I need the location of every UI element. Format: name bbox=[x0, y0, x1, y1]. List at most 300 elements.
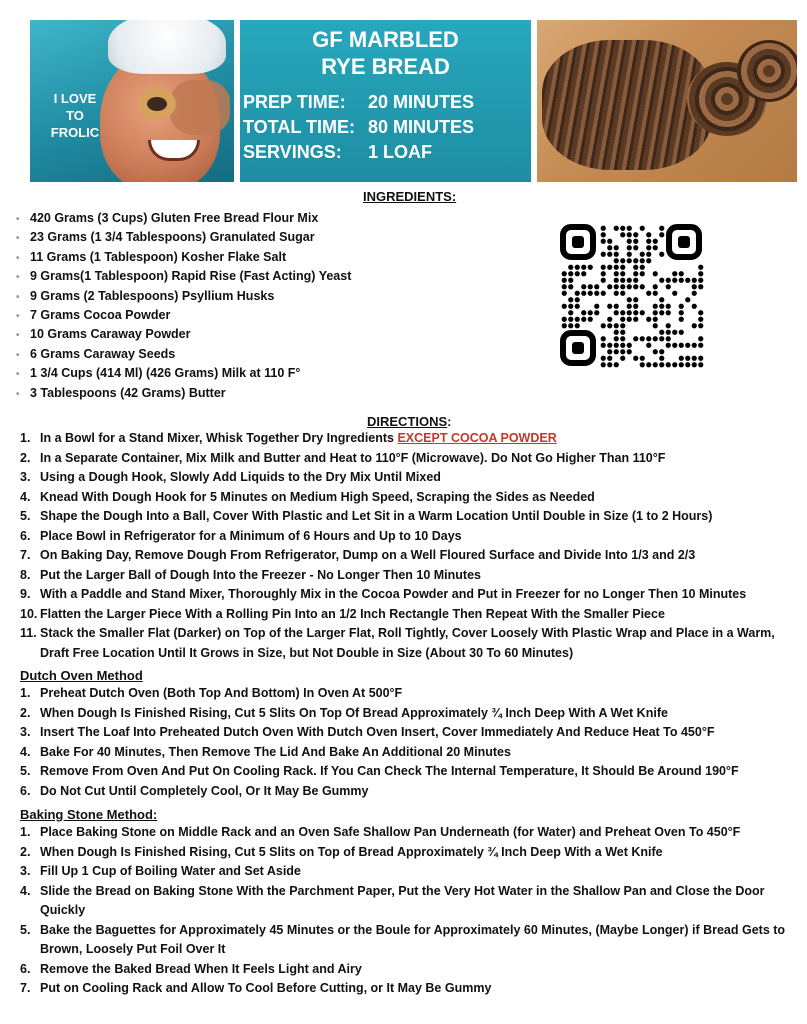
qr-module bbox=[653, 239, 658, 244]
qr-module bbox=[581, 310, 586, 315]
qr-module bbox=[633, 232, 638, 237]
qr-module bbox=[601, 323, 606, 328]
qr-module bbox=[627, 278, 632, 283]
direction-step bbox=[20, 468, 795, 488]
qr-module bbox=[620, 317, 625, 322]
baking-stone-step bbox=[20, 960, 800, 980]
qr-module bbox=[614, 245, 619, 250]
qr-module bbox=[562, 323, 567, 328]
qr-module bbox=[601, 252, 606, 257]
step-number: 7. bbox=[20, 548, 31, 562]
step-text: Remove From Oven And Put On Cooling Rack. If You Can Check The Internal Temperature, It Should Be Around 190°F bbox=[40, 764, 739, 778]
step-number: 9. bbox=[20, 587, 31, 601]
qr-module bbox=[640, 284, 645, 289]
step-number: 2. bbox=[20, 450, 31, 465]
step-number: 6. bbox=[20, 528, 31, 543]
qr-module bbox=[562, 304, 567, 309]
dutch-oven-step bbox=[20, 762, 795, 782]
qr-module bbox=[627, 239, 632, 244]
ingredient-text: 3 Tablespoons (42 Grams) Butter bbox=[30, 385, 226, 400]
step-number: 6. bbox=[20, 961, 31, 976]
bread-slice bbox=[737, 40, 797, 102]
step-number: 6. bbox=[20, 783, 31, 798]
bullet-icon: • bbox=[16, 272, 20, 284]
qr-module bbox=[640, 252, 645, 257]
step-text: Bake For 40 Minutes, Then Remove The Lid And Bake An Additional 20 Minutes bbox=[40, 744, 511, 759]
qr-module bbox=[614, 291, 619, 296]
total-time-value: 80 MINUTES bbox=[368, 117, 475, 137]
step-text: Place Bowl in Refrigerator for a Minimum of 6 Hours and Up to 10 Days bbox=[40, 528, 462, 543]
bullet-icon: • bbox=[16, 349, 20, 361]
bullet-icon: • bbox=[16, 388, 20, 400]
ingredient-text: 7 Grams Cocoa Powder bbox=[30, 307, 171, 322]
qr-module bbox=[562, 284, 567, 289]
qr-module bbox=[620, 330, 625, 335]
qr-module bbox=[581, 271, 586, 276]
qr-module bbox=[633, 297, 638, 302]
qr-module bbox=[620, 310, 625, 315]
qr-module bbox=[698, 336, 703, 341]
ingredient-item bbox=[16, 364, 351, 383]
dutch-oven-step bbox=[20, 684, 795, 704]
step-number: 1. bbox=[20, 686, 31, 700]
recipe-title-line2: RYE BREAD bbox=[321, 54, 450, 79]
step-text: Slide the Bread on Baking Stone With the Parchment Paper, Put the Very Hot Water in the Shallow Pan and Close the Door Quickly bbox=[40, 883, 765, 917]
direction-step bbox=[20, 585, 795, 605]
qr-module bbox=[620, 284, 625, 289]
bullet-icon: • bbox=[16, 214, 20, 225]
chef-caption-line: I LOVE bbox=[53, 91, 97, 106]
qr-module bbox=[601, 278, 606, 283]
step-number: 7. bbox=[20, 981, 31, 995]
qr-module bbox=[653, 349, 658, 354]
qr-module bbox=[562, 278, 567, 283]
qr-module bbox=[601, 336, 606, 341]
qr-module bbox=[653, 271, 658, 276]
qr-module bbox=[685, 343, 690, 348]
qr-module bbox=[614, 330, 619, 335]
qr-module bbox=[588, 265, 593, 270]
qr-module bbox=[614, 284, 619, 289]
step-number: 4. bbox=[20, 744, 31, 759]
bullet-icon: • bbox=[16, 369, 20, 381]
qr-module bbox=[594, 304, 599, 309]
step-text: Do Not Cut Until Completely Cool, Or It May Be Gummy bbox=[40, 783, 369, 798]
chef-hand bbox=[170, 80, 230, 135]
qr-module bbox=[685, 278, 690, 283]
qr-module bbox=[575, 265, 580, 270]
chef-caption bbox=[40, 90, 110, 141]
ingredient-item bbox=[16, 345, 351, 364]
ingredient-text: 23 Grams (1 3/4 Tablespoons) Granulated Sugar bbox=[30, 230, 315, 245]
qr-module bbox=[607, 284, 612, 289]
qr-module bbox=[640, 362, 645, 367]
qr-module bbox=[692, 304, 697, 309]
direction-step bbox=[20, 546, 795, 566]
total-time bbox=[243, 117, 475, 138]
step-number: 5. bbox=[20, 509, 31, 523]
qr-module bbox=[601, 343, 606, 348]
qr-module bbox=[666, 362, 671, 367]
qr-module bbox=[672, 343, 677, 348]
qr-module bbox=[679, 362, 684, 367]
ingredient-text: 6 Grams Caraway Seeds bbox=[30, 346, 176, 361]
qr-module bbox=[601, 232, 606, 237]
qr-module bbox=[685, 362, 690, 367]
qr-module bbox=[562, 271, 567, 276]
qr-module bbox=[614, 304, 619, 309]
qr-module bbox=[627, 258, 632, 263]
qr-module bbox=[588, 284, 593, 289]
qr-module bbox=[633, 239, 638, 244]
title-box bbox=[240, 20, 531, 182]
qr-module bbox=[568, 284, 573, 289]
qr-module bbox=[633, 336, 638, 341]
step-number: 2. bbox=[20, 705, 31, 720]
qr-module bbox=[614, 323, 619, 328]
qr-module bbox=[581, 284, 586, 289]
qr-module bbox=[620, 291, 625, 296]
step-text: Stack the Smaller Flat (Darker) on Top of the Larger Flat, Roll Tightly, Cover Loosely With Plastic Wrap and Place in a Warm, Draft Free Location Until It Grows in Size, but Not Double in Size (About 30 To 60 Minutes) bbox=[40, 626, 775, 660]
qr-module bbox=[640, 226, 645, 231]
qr-module bbox=[607, 349, 612, 354]
qr-module bbox=[659, 252, 664, 257]
qr-module bbox=[607, 245, 612, 250]
step-text: With a Paddle and Stand Mixer, Thoroughly Mix in the Cocoa Powder and Put in Freezer for no Longer Then 10 Minutes bbox=[40, 587, 747, 601]
qr-module bbox=[607, 323, 612, 328]
qr-module bbox=[692, 291, 697, 296]
prep-time-label: PREP TIME: bbox=[243, 92, 346, 112]
step-number: 5. bbox=[20, 922, 31, 937]
qr-module bbox=[575, 323, 580, 328]
qr-module bbox=[614, 271, 619, 276]
qr-module bbox=[698, 265, 703, 270]
qr-module bbox=[607, 304, 612, 309]
qr-module bbox=[588, 310, 593, 315]
baking-stone-step bbox=[20, 979, 800, 999]
step-text: Put on Cooling Rack and Allow To Cool Before Cutting, or It May Be Gummy bbox=[40, 981, 492, 995]
qr-module bbox=[614, 362, 619, 367]
qr-module bbox=[633, 284, 638, 289]
qr-module bbox=[568, 317, 573, 322]
qr-module bbox=[575, 271, 580, 276]
qr-module bbox=[568, 278, 573, 283]
bread-loaf bbox=[542, 40, 712, 170]
qr-module bbox=[601, 265, 606, 270]
qr-module bbox=[679, 271, 684, 276]
servings-value: 1 LOAF bbox=[368, 142, 433, 162]
qr-module bbox=[620, 356, 625, 361]
qr-module bbox=[692, 284, 697, 289]
qr-module bbox=[698, 310, 703, 315]
qr-module bbox=[614, 226, 619, 231]
step-text: Shape the Dough Into a Ball, Cover With Plastic and Let Sit in a Warm Location Until Double in Size (1 to 2 Hours) bbox=[40, 509, 713, 523]
qr-module bbox=[627, 245, 632, 250]
step-text: In a Bowl for a Stand Mixer, Whisk Together Dry Ingredients bbox=[40, 431, 398, 445]
qr-module bbox=[666, 310, 671, 315]
qr-module bbox=[646, 343, 651, 348]
dutch-oven-list bbox=[20, 684, 795, 801]
dutch-oven-step bbox=[20, 723, 795, 743]
step-text: Place Baking Stone on Middle Rack and an Oven Safe Shallow Pan Underneath (for Water) and Preheat Oven To 450°F bbox=[40, 825, 741, 839]
qr-module bbox=[614, 310, 619, 315]
ingredient-item bbox=[16, 267, 351, 286]
qr-module bbox=[575, 317, 580, 322]
qr-module bbox=[698, 271, 703, 276]
recipe-header bbox=[30, 20, 797, 182]
qr-module bbox=[672, 362, 677, 367]
step-text: Using a Dough Hook, Slowly Add Liquids to the Dry Mix Until Mixed bbox=[40, 470, 441, 484]
qr-module bbox=[698, 278, 703, 283]
qr-module bbox=[568, 310, 573, 315]
dutch-oven-step bbox=[20, 782, 795, 802]
step-number: 3. bbox=[20, 725, 31, 739]
qr-module bbox=[562, 291, 567, 296]
baking-stone-step bbox=[20, 843, 800, 863]
qr-module bbox=[568, 323, 573, 328]
qr-module bbox=[620, 336, 625, 341]
bread-photo bbox=[537, 20, 797, 182]
qr-module bbox=[627, 226, 632, 231]
chef-photo bbox=[30, 20, 234, 182]
qr-module bbox=[666, 278, 671, 283]
ingredient-item bbox=[16, 248, 351, 267]
qr-module bbox=[646, 252, 651, 257]
qr-module bbox=[692, 356, 697, 361]
qr-module bbox=[607, 265, 612, 270]
qr-module bbox=[672, 278, 677, 283]
baking-stone-step bbox=[20, 823, 800, 843]
step-text: Bake the Baguettes for Approximately 45 Minutes or the Boule for Approximately 60 Minutes, (Maybe Longer) if Bread Gets to Brown, Loosely Put Foil Over It bbox=[40, 922, 786, 956]
prep-time-value: 20 MINUTES bbox=[368, 92, 475, 112]
qr-module bbox=[653, 304, 658, 309]
qr-module bbox=[633, 258, 638, 263]
qr-module bbox=[659, 310, 664, 315]
qr-module bbox=[620, 343, 625, 348]
qr-module bbox=[633, 317, 638, 322]
qr-module bbox=[601, 239, 606, 244]
step-number: 1. bbox=[20, 825, 31, 839]
qr-module bbox=[646, 232, 651, 237]
qr-module bbox=[614, 336, 619, 341]
bullet-icon: • bbox=[16, 252, 20, 264]
qr-module bbox=[627, 284, 632, 289]
qr-module bbox=[640, 265, 645, 270]
qr-module bbox=[581, 265, 586, 270]
qr-module bbox=[627, 304, 632, 309]
qr-module bbox=[698, 356, 703, 361]
qr-module bbox=[581, 291, 586, 296]
qr-module bbox=[633, 265, 638, 270]
qr-module bbox=[601, 271, 606, 276]
qr-module bbox=[666, 323, 671, 328]
step-text: Knead With Dough Hook for 5 Minutes on Medium High Speed, Scraping the Sides as Needed bbox=[40, 489, 595, 504]
qr-module bbox=[646, 245, 651, 250]
qr-module bbox=[659, 278, 664, 283]
qr-module bbox=[568, 271, 573, 276]
step-warning: EXCEPT COCOA POWDER bbox=[397, 431, 557, 445]
qr-module bbox=[601, 356, 606, 361]
qr-module bbox=[633, 245, 638, 250]
qr-module bbox=[666, 336, 671, 341]
qr-module bbox=[607, 343, 612, 348]
qr-module bbox=[646, 317, 651, 322]
qr-module bbox=[679, 343, 684, 348]
qr-module bbox=[614, 278, 619, 283]
qr-module bbox=[646, 239, 651, 244]
qr-module bbox=[679, 330, 684, 335]
ingredient-item bbox=[16, 325, 351, 344]
chef-hat-icon bbox=[108, 20, 226, 74]
step-text: On Baking Day, Remove Dough From Refrigerator, Dump on a Well Floured Surface and Divide Into 1/3 and 2/3 bbox=[40, 548, 696, 562]
qr-module bbox=[568, 297, 573, 302]
qr-module bbox=[659, 304, 664, 309]
direction-step bbox=[20, 527, 795, 547]
step-number: 4. bbox=[20, 489, 31, 504]
step-number: 8. bbox=[20, 567, 31, 582]
qr-module bbox=[698, 317, 703, 322]
qr-module bbox=[640, 310, 645, 315]
servings-label: SERVINGS: bbox=[243, 142, 342, 162]
direction-step bbox=[20, 488, 795, 508]
qr-module bbox=[607, 317, 612, 322]
qr-module bbox=[672, 330, 677, 335]
dough-ring bbox=[138, 88, 176, 120]
qr-module bbox=[594, 310, 599, 315]
baking-stone-step bbox=[20, 862, 800, 882]
qr-module bbox=[666, 304, 671, 309]
qr-module bbox=[601, 226, 606, 231]
qr-module bbox=[627, 317, 632, 322]
qr-module bbox=[659, 356, 664, 361]
qr-module bbox=[607, 356, 612, 361]
qr-module bbox=[633, 356, 638, 361]
qr-module bbox=[575, 297, 580, 302]
qr-module bbox=[659, 330, 664, 335]
step-text: Insert The Loaf Into Preheated Dutch Oven With Dutch Oven Insert, Cover Immediately And Reduce Heat To 450°F bbox=[40, 725, 715, 739]
bullet-icon: • bbox=[16, 233, 20, 245]
qr-module bbox=[666, 343, 671, 348]
qr-module bbox=[633, 271, 638, 276]
ingredient-text: 9 Grams (2 Tablespoons) Psyllium Husks bbox=[30, 288, 275, 303]
qr-module bbox=[659, 362, 664, 367]
qr-module bbox=[620, 258, 625, 263]
qr-module bbox=[627, 310, 632, 315]
qr-module bbox=[679, 278, 684, 283]
qr-module bbox=[698, 343, 703, 348]
qr-module bbox=[653, 284, 658, 289]
qr-module bbox=[620, 232, 625, 237]
qr-module bbox=[562, 317, 567, 322]
qr-module bbox=[588, 317, 593, 322]
qr-module bbox=[659, 232, 664, 237]
qr-module bbox=[614, 265, 619, 270]
qr-module bbox=[653, 317, 658, 322]
ingredient-item bbox=[16, 228, 351, 247]
direction-step bbox=[20, 449, 795, 469]
ingredient-item bbox=[16, 384, 351, 403]
qr-module bbox=[692, 323, 697, 328]
qr-module bbox=[679, 310, 684, 315]
qr-module bbox=[679, 304, 684, 309]
qr-module bbox=[659, 297, 664, 302]
qr-module bbox=[627, 232, 632, 237]
chef-caption-line: FROLIC bbox=[50, 125, 100, 140]
qr-module bbox=[646, 362, 651, 367]
qr-module bbox=[666, 284, 671, 289]
step-text: When Dough Is Finished Rising, Cut 5 Slits on Top of Bread Approximately ¾ Inch Deep With a Wet Knife bbox=[40, 844, 663, 859]
qr-module bbox=[601, 291, 606, 296]
qr-module bbox=[653, 323, 658, 328]
step-text: Fill Up 1 Cup of Boiling Water and Set Aside bbox=[40, 864, 301, 878]
step-text: In a Separate Container, Mix Milk and Butter and Heat to 110°F (Microwave). Do Not Go Higher Than 110°F bbox=[40, 450, 666, 465]
qr-module bbox=[698, 284, 703, 289]
qr-module bbox=[627, 349, 632, 354]
qr-module bbox=[614, 349, 619, 354]
qr-module bbox=[698, 323, 703, 328]
ingredients-heading: INGREDIENTS: bbox=[363, 189, 457, 204]
servings bbox=[243, 142, 433, 163]
qr-module bbox=[672, 291, 677, 296]
qr-module bbox=[646, 258, 651, 263]
ingredient-item bbox=[16, 287, 351, 306]
qr-module bbox=[653, 245, 658, 250]
step-text: Preheat Dutch Oven (Both Top And Bottom) In Oven At 500°F bbox=[40, 686, 403, 700]
qr-module bbox=[679, 356, 684, 361]
qr-module bbox=[692, 343, 697, 348]
step-number: 10. bbox=[20, 606, 38, 621]
recipe-title-line1: GF MARBLED bbox=[312, 27, 459, 52]
qr-module bbox=[653, 336, 658, 341]
qr-module bbox=[620, 265, 625, 270]
qr-module bbox=[679, 317, 684, 322]
ingredient-item bbox=[16, 209, 351, 228]
directions-heading-wrap bbox=[367, 414, 452, 429]
qr-module bbox=[627, 297, 632, 302]
step-text: Put the Larger Ball of Dough Into the Freezer - No Longer Then 10 Minutes bbox=[40, 567, 481, 582]
step-number: 2. bbox=[20, 844, 31, 859]
qr-module bbox=[633, 304, 638, 309]
ingredient-text: 420 Grams (3 Cups) Gluten Free Bread Flour Mix bbox=[30, 211, 319, 225]
direction-step bbox=[20, 605, 795, 625]
qr-module bbox=[575, 304, 580, 309]
step-number: 4. bbox=[20, 883, 31, 898]
dutch-oven-step bbox=[20, 743, 795, 763]
qr-module bbox=[594, 291, 599, 296]
qr-module bbox=[685, 356, 690, 361]
qr-module bbox=[581, 317, 586, 322]
qr-module bbox=[633, 310, 638, 315]
ingredients-list bbox=[16, 209, 351, 403]
step-number: 5. bbox=[20, 764, 31, 778]
bullet-icon: • bbox=[16, 330, 20, 342]
bullet-icon: • bbox=[16, 310, 20, 322]
bullet-icon: • bbox=[16, 291, 20, 303]
qr-module bbox=[627, 343, 632, 348]
ingredient-text: 10 Grams Caraway Powder bbox=[30, 327, 191, 342]
qr-code[interactable] bbox=[558, 222, 704, 368]
step-number: 1. bbox=[20, 431, 31, 445]
directions-heading-colon: : bbox=[447, 414, 452, 429]
qr-module bbox=[601, 362, 606, 367]
step-text: Flatten the Larger Piece With a Rolling Pin Into an 1/2 Inch Rectangle Then Repeat With the Smaller Piece bbox=[40, 606, 665, 621]
dutch-oven-heading: Dutch Oven Method bbox=[20, 668, 143, 683]
qr-module bbox=[614, 258, 619, 263]
qr-module bbox=[672, 271, 677, 276]
qr-module bbox=[575, 291, 580, 296]
qr-module bbox=[640, 271, 645, 276]
qr-module bbox=[685, 297, 690, 302]
